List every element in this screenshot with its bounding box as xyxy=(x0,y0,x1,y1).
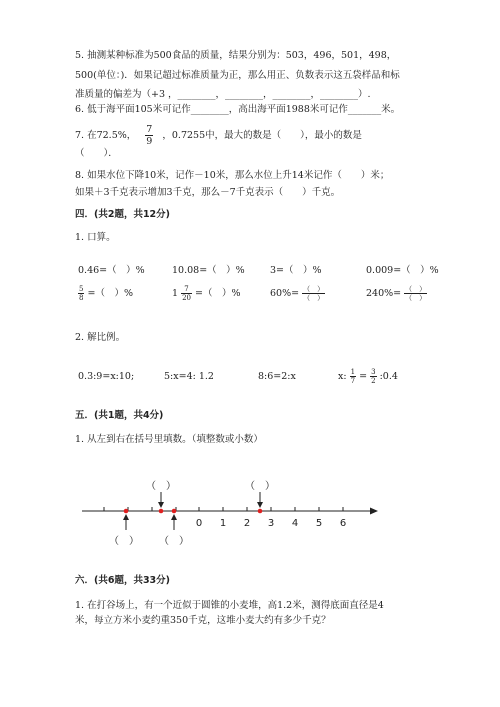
calc-r2c2-den: 20 xyxy=(182,294,191,302)
q8-line2: 如果＋3千克表示增加3千克，那么－7千克表示（ ）千克。 xyxy=(75,187,341,198)
tick-label-4: 4 xyxy=(291,518,299,529)
number-line-arrowhead xyxy=(370,508,378,515)
calc-r2c1 xyxy=(78,285,133,302)
calc-r2c1-frac xyxy=(78,285,84,302)
proportion-2: 5:x=4: 1.2 xyxy=(164,371,214,382)
point-marker-b xyxy=(159,509,164,514)
calc-r2c3-num: （ ） xyxy=(303,285,325,293)
q7-prefix: 7. 在72.5%， xyxy=(75,130,137,141)
q6-text: 6. 低于海平面105米可记作________，高出海平面1988米可记作_______米。 xyxy=(75,104,401,115)
q7-line2: （ ）． xyxy=(75,148,118,159)
calc-r2c2-rest: =（ ）% xyxy=(195,288,241,299)
section-6-title: 六．(共6题，共33分) xyxy=(75,575,171,586)
calc-r2c1-rest: =（ ）% xyxy=(87,288,133,299)
calc-r2c2-whole: 1 xyxy=(172,287,179,299)
proportion-4-eq: = xyxy=(359,371,368,382)
tick-label-5: 5 xyxy=(315,518,323,529)
tick-label-1: 1 xyxy=(219,518,227,529)
proportion-4-f1-den: 7 xyxy=(350,377,356,385)
q5-line3: 准质量的偏差为（+3 ，________，________，________，________）. xyxy=(75,89,371,100)
proportion-4-f1-num: 1 xyxy=(350,368,356,376)
proportion-3: 8:6=2:x xyxy=(258,371,296,382)
answer-paren-bottom-c: （ ） xyxy=(159,536,189,547)
proportion-1: 0.3:9=x:10; xyxy=(78,371,135,382)
calc-r2c3 xyxy=(270,285,325,302)
tick-label-6: 6 xyxy=(339,518,347,529)
point-marker-c xyxy=(172,509,177,514)
calc-r2c4-num: （ ） xyxy=(405,285,427,293)
proportion-4-prefix: x: xyxy=(338,371,347,382)
s6q1-line1: 1. 在打谷场上，有一个近似于圆锥的小麦堆，高1.2米，测得底面直径是4 xyxy=(75,600,384,611)
q5-line2: 500(单位：)．如果记超过标准质量为正，那么用正、负数表示这五袋样品和标 xyxy=(75,70,400,81)
q5-line1: 5. 抽测某种标准为500食品的质量，结果分别为：503，496，501，498， xyxy=(75,50,397,61)
calc-r2c1-num: 5 xyxy=(79,285,84,293)
answer-paren-top-d: （ ） xyxy=(245,481,275,492)
answer-paren-bottom-a: （ ） xyxy=(109,536,139,547)
proportion-4-f2-num: 3 xyxy=(371,368,376,376)
point-marker-a xyxy=(124,509,129,514)
calc-r1c1: 0.46=（ ）% xyxy=(78,265,145,276)
calc-r2c3-prefix: 60%= xyxy=(270,288,300,299)
q7-line1 xyxy=(75,124,362,147)
point-marker-d xyxy=(258,509,263,514)
q7-suffix: ，0.7255中，最大的数是（ ），最小的数是 xyxy=(162,130,362,141)
q7-frac-num: 7 xyxy=(146,124,153,135)
q7-frac-den: 9 xyxy=(146,136,153,147)
proportion-4-suffix: :0.4 xyxy=(379,371,398,382)
calc-r1c4: 0.009=（ ）% xyxy=(366,265,439,276)
calc-r2c2 xyxy=(172,285,241,302)
calc-r2c3-den: （ ） xyxy=(303,294,325,302)
proportion-4-frac1 xyxy=(350,368,356,385)
proportion-4-f2-den: 2 xyxy=(371,377,376,385)
proportion-4 xyxy=(338,368,398,385)
tick-label-2: 2 xyxy=(243,518,251,529)
calc-r2c2-num: 7 xyxy=(181,285,192,294)
section-4-title: 四．(共2题，共12分) xyxy=(75,209,171,220)
calc-r2c1-den: 8 xyxy=(79,294,84,302)
arrow-up-a xyxy=(123,514,129,530)
answer-paren-top-b: （ ） xyxy=(146,481,176,492)
calc-r1c2: 10.08=（ ）% xyxy=(172,265,245,276)
s5q1-title: 1. 从左到右在括号里填数。（填整数或小数） xyxy=(75,434,263,445)
q8-line1: 8. 如果水位下降10米，记作－10米，那么水位上升14米记作（ ）米； xyxy=(75,170,390,181)
tick-label-3: 3 xyxy=(267,518,275,529)
section-5-title: 五．(共1题，共4分) xyxy=(75,410,164,421)
q7-fraction xyxy=(145,124,153,147)
number-line-figure xyxy=(0,470,500,555)
arrow-down-d xyxy=(257,492,263,508)
proportion-4-frac2 xyxy=(370,368,376,385)
calc-r2c4-den: （ ） xyxy=(405,294,427,302)
calc-r2c2-frac xyxy=(181,285,192,302)
arrow-up-c xyxy=(171,514,177,530)
s4q2-title: 2. 解比例。 xyxy=(75,332,126,343)
number-line-ticks xyxy=(104,507,343,511)
s6q1-line2: 米，每立方米小麦约重350千克，这堆小麦大约有多少千克？ xyxy=(75,615,331,626)
calc-r2c4-frac xyxy=(404,285,427,302)
calc-r1c3: 3=（ ）% xyxy=(270,265,322,276)
calc-r2c4-prefix: 240%= xyxy=(366,288,402,299)
tick-label-0: 0 xyxy=(195,518,203,529)
calc-r2c3-frac xyxy=(302,285,325,302)
s4q1-title: 1. 口算。 xyxy=(75,232,116,243)
calc-r2c4 xyxy=(366,285,427,302)
arrow-down-b xyxy=(158,492,164,508)
